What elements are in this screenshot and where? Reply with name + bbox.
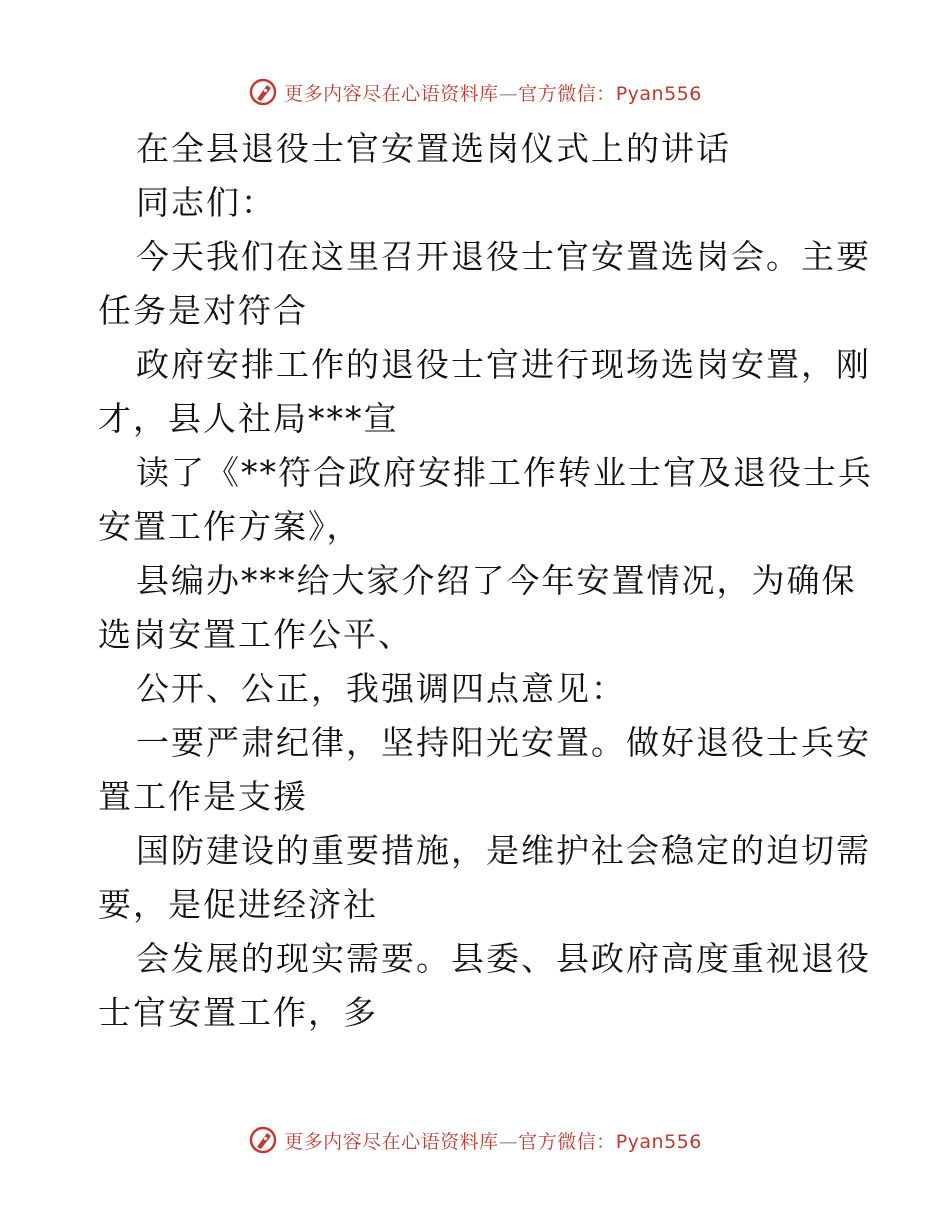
text-line: 县编办***给大家介绍了今年安置情况，为确保 [136, 561, 857, 600]
text-line: 读了《**符合政府安排工作转业士官及退役士兵 [136, 453, 873, 492]
watermark-separator: — [498, 1130, 519, 1153]
text-line: 一要严肃纪律，坚持阳光安置。做好退役士兵安 [136, 723, 871, 762]
header-watermark [0, 72, 950, 112]
text-line: 会发展的现实需要。县委、县政府高度重视退役 [136, 939, 871, 978]
pen-nib-circle-logo-icon [248, 1125, 278, 1155]
text-line: 士官安置工作，多 [98, 993, 378, 1032]
watermark-brand: 更多内容尽在心语资料库 [284, 1130, 499, 1153]
watermark-text [284, 79, 702, 106]
text-line: 选岗安置工作公平、 [98, 615, 413, 654]
watermark-wechat-label: 官方微信： [518, 1130, 616, 1153]
text-line: 要，是促进经济社 [98, 885, 378, 924]
watermark-text [284, 1127, 702, 1154]
document-title: 在全县退役士官安置选岗仪式上的讲话 [136, 129, 731, 168]
pen-nib-circle-logo-icon [248, 77, 278, 107]
text-line: 同志们： [136, 183, 276, 222]
text-line: 公开、公正，我强调四点意见： [136, 669, 626, 708]
text-line: 政府安排工作的退役士官进行现场选岗安置，刚 [136, 345, 871, 384]
footer-watermark [0, 1120, 950, 1160]
watermark-wechat-id: Pyan556 [615, 82, 702, 105]
watermark-wechat-id: Pyan556 [615, 1130, 702, 1153]
watermark-brand: 更多内容尽在心语资料库 [284, 82, 499, 105]
document-body [98, 122, 873, 1040]
watermark-separator: — [498, 82, 519, 105]
text-line: 安置工作方案》， [98, 507, 362, 546]
text-line: 才，县人社局***宣 [98, 399, 399, 438]
watermark-wechat-label: 官方微信： [518, 82, 616, 105]
text-line: 置工作是支援 [98, 777, 308, 816]
text-line: 国防建设的重要措施，是维护社会稳定的迫切需 [136, 831, 871, 870]
text-line: 任务是对符合 [98, 291, 308, 330]
text-line: 今天我们在这里召开退役士官安置选岗会。主要 [136, 237, 871, 276]
